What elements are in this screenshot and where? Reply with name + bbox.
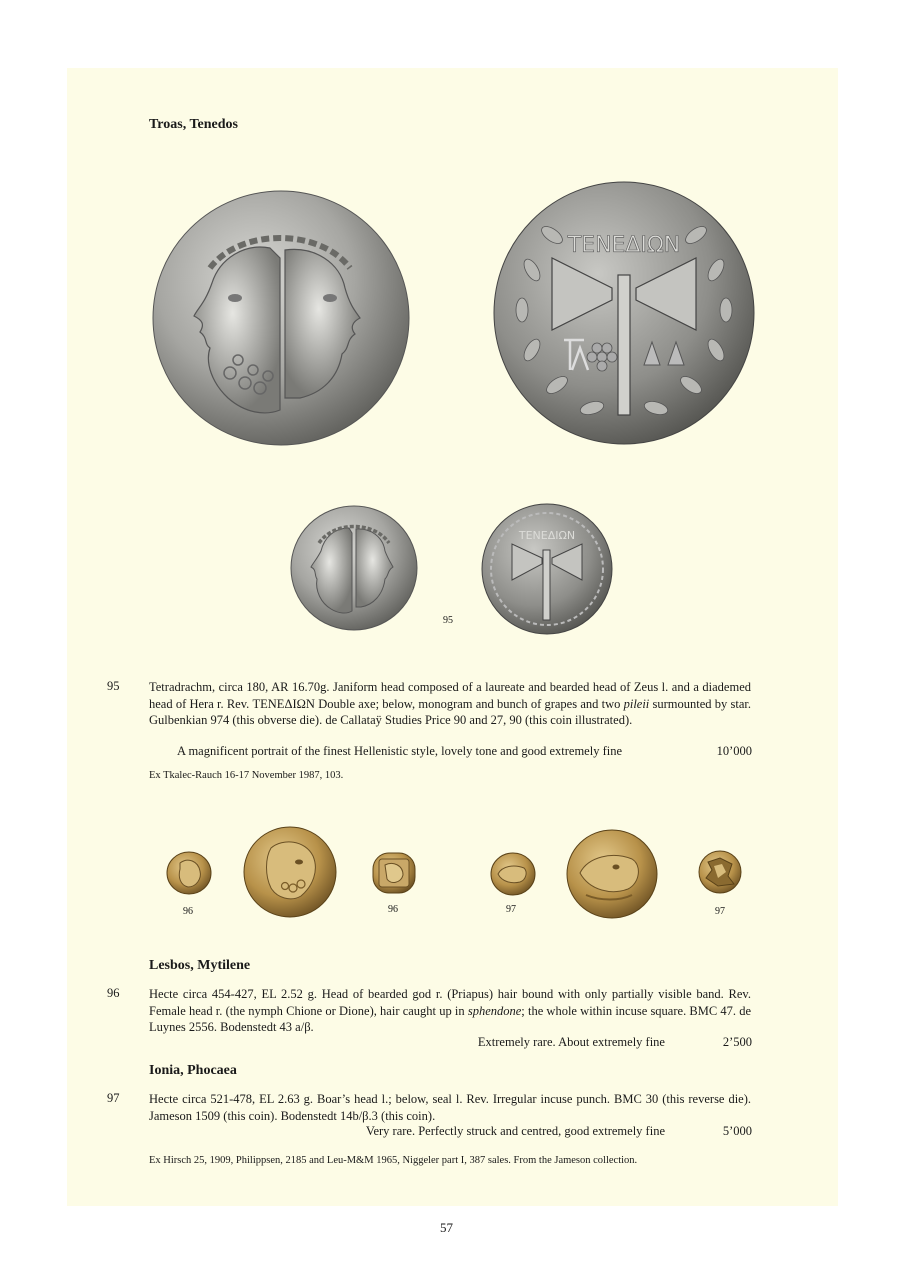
lot-description-95 [149,679,751,729]
coin-96-reverse-small [371,851,417,895]
lot-96-desc-italic: sphendone [467,1003,522,1018]
lot-95-desc-part3: surmounted by star. Gulbenkian 974 (this obverse die). de Callataÿ Studies Price 90 and 27, 90 (this coin illustrated). [149,696,751,727]
lot-price-95: 10’000 [716,744,752,758]
lot-provenance-95: Ex Tkalec-Rauch 16-17 November 1987, 103. [149,770,344,781]
lot-price-97: 5’000 [722,1124,752,1138]
coin-95-obverse-small [289,503,419,633]
coin-97-obverse-large [566,829,658,919]
section-heading-lesbos: Lesbos, Mytilene [149,958,251,973]
coin-97-obverse-small [490,852,536,896]
coin-96-obverse-large [243,826,337,918]
lot-96-desc-part3: ; the whole within incuse square. BMC 47. de Luynes 2556. Bodenstedt 43 a/β. [149,1003,751,1034]
coin-95-obverse-large [150,188,412,450]
page-number: 57 [440,1220,453,1235]
reverse-legend: ΤΕΝΕΔΙΩΝ [567,233,681,258]
lot-price-96: 2’500 [722,1035,752,1049]
reverse-legend-small: ΤΕΝΕΔΙΩΝ [518,529,576,542]
coin-95-reverse-small [480,502,614,636]
lot-grade-97: Very rare. Perfectly struck and centred, good extremely fine [365,1124,665,1138]
lot-description-97: Hecte circa 521-478, EL 2.63 g. Boar’s head l.; below, seal l. Rev. Irregular incuse punch. BMC 30 (this reverse die). Jameson 1509 (this coin). Bodenstedt 14b/β.3 (this coin). [149,1092,751,1123]
coin-96-obverse-small [166,851,212,895]
coin-caption-96-a: 96 [183,906,193,917]
lot-grade-95: A magnificent portrait of the finest Hellenistic style, lovely tone and good extremely fine [177,744,623,758]
lot-provenance-97: Ex Hirsch 25, 1909, Philippsen, 2185 and Leu-M&M 1965, Niggeler part I, 387 sales. From the Jameson collection. [149,1155,638,1166]
lot-number-95: 95 [107,679,120,693]
coin-95-reverse-large [492,180,756,446]
lot-96-desc-part1: Hecte circa 454-427, EL 2.52 g. Head of bearded god r. (Priapus) hair bound with only partially visible band. Rev. Female head r. (the nymph Chione or Dione), hair caught up in [149,987,751,1018]
lot-95-desc-italic: pileii [623,696,650,711]
lot-description-96 [149,986,751,1036]
coin-caption-97-b: 97 [715,906,725,917]
lot-number-96: 96 [107,986,120,1000]
coin-97-reverse-small [698,850,742,894]
coin-caption-95: 95 [443,615,453,626]
lot-number-97: 97 [107,1091,120,1105]
section-heading-ionia: Ionia, Phocaea [149,1063,237,1078]
coin-caption-97-a: 97 [506,904,516,915]
lot-grade-96: Extremely rare. About extremely fine [477,1035,665,1049]
coin-caption-96-b: 96 [388,904,398,915]
section-heading-troas: Troas, Tenedos [149,117,238,132]
lot-95-desc-part1: Tetradrachm, circa 180, AR 16.70g. Janiform head composed of a laureate and bearded head of Zeus l. and a diademed head of Hera r. Rev. ΤΕΝΕΔΙΩΝ Double axe; below, monogram and bunch of grapes and two [149,680,751,711]
